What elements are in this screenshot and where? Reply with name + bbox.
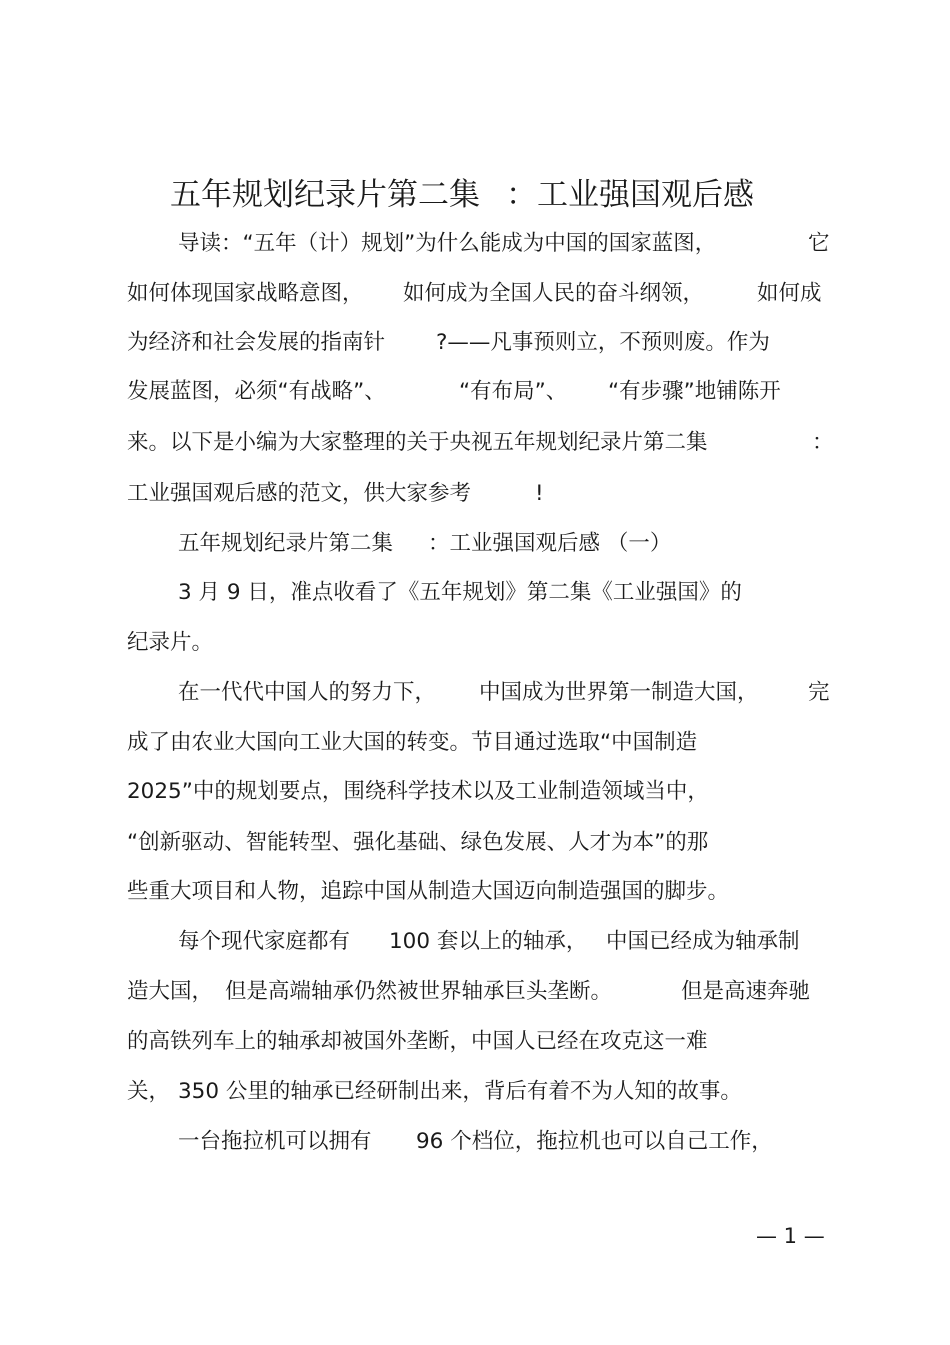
p3-line-2-mid xyxy=(225,975,612,1009)
paragraph-text: 每个现代家庭都有 xyxy=(178,929,351,954)
paragraph-text: 但是高速奔驰 xyxy=(681,979,811,1004)
section-heading xyxy=(178,527,393,561)
paragraph-text: 完 xyxy=(808,680,830,705)
intro-line-6 xyxy=(127,477,471,511)
intro-line-4-mid xyxy=(459,375,567,409)
p2-line-1 xyxy=(178,676,436,710)
intro-line-6-end xyxy=(535,477,544,511)
intro-text: ： xyxy=(812,430,834,455)
paragraph-text: 100 套以上的轴承， xyxy=(389,929,588,954)
intro-text: “有布局”、 xyxy=(459,379,568,404)
paragraph-text: 的高铁列车上的轴承却被国外垄断，中国人已经在攻克这一难 xyxy=(127,1029,708,1054)
title-part-2: ：工业强国观后感 xyxy=(506,177,754,213)
paragraph-text: 关， xyxy=(127,1079,171,1104)
intro-line-2 xyxy=(127,277,364,311)
page-number: — 1 — xyxy=(756,1224,825,1248)
intro-line-4-end xyxy=(608,375,781,409)
paragraph-text: 中国已经成为轴承制 xyxy=(606,929,800,954)
p3-line-3 xyxy=(127,1025,708,1059)
paragraph-text: 但是高端轴承仍然被世界轴承巨头垄断。 xyxy=(225,979,613,1004)
paragraph-text: 中国成为世界第一制造大国， xyxy=(479,680,759,705)
p3-line-4 xyxy=(127,1075,170,1109)
intro-line-2-mid xyxy=(403,277,704,311)
title-part-1: 五年规划纪录片第二集 xyxy=(170,177,480,213)
paragraph-text: 96 个档位，拖拉机也可以自己工作， xyxy=(416,1129,773,1154)
paragraph-text: 成了由农业大国向工业大国的转变。节目通过选取“中国制造 xyxy=(127,730,698,755)
paragraph-text: “创新驱动、智能转型、强化基础、绿色发展、人才为本”的那 xyxy=(127,830,709,855)
paragraph-text: 纪录片。 xyxy=(127,630,214,655)
paragraph-text: 2025”中的规划要点，围绕科学技术以及工业制造领域当中， xyxy=(127,779,709,804)
p2-line-1-end xyxy=(808,676,830,710)
p3-line-1 xyxy=(178,925,350,959)
intro-text: 发展蓝图，必须“有战略”、 xyxy=(127,379,386,404)
p1-line-1 xyxy=(178,576,742,610)
intro-line-4 xyxy=(127,375,386,409)
p2-line-2 xyxy=(127,726,697,760)
p3-line-2 xyxy=(127,975,213,1009)
intro-line-5 xyxy=(127,426,708,460)
intro-line-1-end xyxy=(808,227,830,261)
intro-text: 工业强国观后感的范文，供大家参考 xyxy=(127,481,472,506)
intro-text: 如何成 xyxy=(757,281,822,306)
p2-line-4 xyxy=(127,826,708,860)
document-title xyxy=(170,172,754,218)
intro-text: 它 xyxy=(808,231,830,256)
intro-text: ?——凡事预则立，不预则废。作为 xyxy=(436,330,770,355)
intro-text: “有步骤”地铺陈开 xyxy=(608,379,781,404)
p1-line-2 xyxy=(127,626,213,660)
section-heading-end xyxy=(428,527,671,561)
intro-text: 来。以下是小编为大家整理的关于央视五年规划纪录片第二集 xyxy=(127,430,708,455)
paragraph-text: 在一代代中国人的努力下， xyxy=(178,680,437,705)
section-heading-text: 五年规划纪录片第二集 xyxy=(178,531,394,556)
paragraph-text: 一台拖拉机可以拥有 xyxy=(178,1129,372,1154)
intro-text: 导读：“五年（计）规划”为什么能成为中国的国家蓝图， xyxy=(178,231,717,256)
p4-line-1 xyxy=(178,1125,372,1159)
p3-line-2-end xyxy=(681,975,810,1009)
p4-line-1-end xyxy=(416,1125,773,1159)
p3-line-1-mid xyxy=(389,925,587,959)
p2-line-3 xyxy=(127,775,709,809)
intro-line-1 xyxy=(178,227,716,261)
p3-line-1-end xyxy=(606,925,800,959)
p3-line-4-end xyxy=(178,1075,742,1109)
paragraph-text: 造大国， xyxy=(127,979,214,1004)
paragraph-text: 3 月 9 日，准点收看了《五年规划》第二集《工业强国》的 xyxy=(178,580,742,605)
p2-line-1-mid xyxy=(479,676,759,710)
intro-text: 为经济和社会发展的指南针 xyxy=(127,330,386,355)
intro-line-3 xyxy=(127,326,385,360)
intro-line-5-end xyxy=(812,426,834,460)
intro-text: 如何成为全国人民的奋斗纲领， xyxy=(403,281,705,306)
intro-line-3-end xyxy=(436,326,770,360)
paragraph-text: 350 公里的轴承已经研制出来，背后有着不为人知的故事。 xyxy=(178,1079,742,1104)
intro-text: 如何体现国家战略意图， xyxy=(127,281,364,306)
intro-text: ! xyxy=(535,481,544,506)
p2-line-5 xyxy=(127,875,729,909)
paragraph-text: 些重大项目和人物，追踪中国从制造大国迈向制造强国的脚步。 xyxy=(127,879,730,904)
intro-line-2-end xyxy=(757,277,822,311)
section-heading-text: ：工业强国观后感 （一） xyxy=(428,531,672,556)
